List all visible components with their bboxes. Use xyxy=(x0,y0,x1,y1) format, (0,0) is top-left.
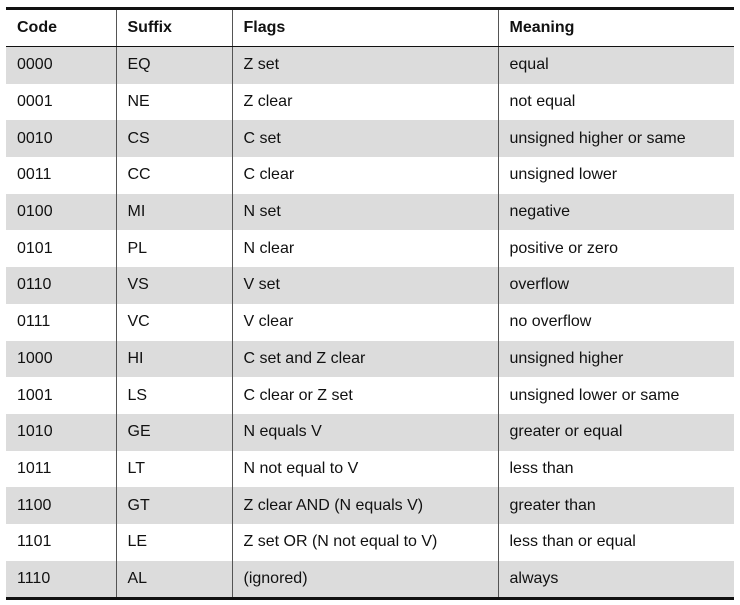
cell-suffix: LT xyxy=(116,451,232,488)
cell-meaning: less than xyxy=(498,451,734,488)
condition-code-table xyxy=(6,7,734,600)
table-row xyxy=(6,304,734,341)
cell-suffix: CC xyxy=(116,157,232,194)
cell-suffix: MI xyxy=(116,194,232,231)
cell-flags: C set xyxy=(232,120,498,157)
cell-code: 0011 xyxy=(6,157,116,194)
condition-code-table-container xyxy=(6,7,734,600)
cell-meaning: less than or equal xyxy=(498,524,734,561)
cell-flags: Z clear xyxy=(232,84,498,121)
cell-code: 0000 xyxy=(6,47,116,84)
header-flags: Flags xyxy=(232,9,498,47)
cell-code: 1000 xyxy=(6,341,116,378)
cell-suffix: LS xyxy=(116,377,232,414)
table-row xyxy=(6,230,734,267)
cell-meaning: not equal xyxy=(498,84,734,121)
cell-suffix: EQ xyxy=(116,47,232,84)
cell-meaning: positive or zero xyxy=(498,230,734,267)
cell-flags: (ignored) xyxy=(232,561,498,599)
cell-suffix: HI xyxy=(116,341,232,378)
table-row xyxy=(6,120,734,157)
cell-flags: V set xyxy=(232,267,498,304)
table-body xyxy=(6,47,734,599)
cell-suffix: PL xyxy=(116,230,232,267)
cell-code: 0101 xyxy=(6,230,116,267)
cell-code: 1011 xyxy=(6,451,116,488)
table-row xyxy=(6,267,734,304)
table-row xyxy=(6,157,734,194)
table-row xyxy=(6,451,734,488)
cell-meaning: negative xyxy=(498,194,734,231)
table-row xyxy=(6,561,734,599)
cell-meaning: overflow xyxy=(498,267,734,304)
table-row xyxy=(6,524,734,561)
cell-suffix: NE xyxy=(116,84,232,121)
cell-suffix: LE xyxy=(116,524,232,561)
cell-meaning: no overflow xyxy=(498,304,734,341)
cell-suffix: VC xyxy=(116,304,232,341)
table-row xyxy=(6,414,734,451)
cell-meaning: unsigned lower or same xyxy=(498,377,734,414)
table-row xyxy=(6,84,734,121)
cell-meaning: unsigned higher or same xyxy=(498,120,734,157)
cell-flags: C set and Z clear xyxy=(232,341,498,378)
cell-code: 0111 xyxy=(6,304,116,341)
cell-flags: N not equal to V xyxy=(232,451,498,488)
table-row xyxy=(6,47,734,84)
cell-meaning: greater or equal xyxy=(498,414,734,451)
cell-code: 1110 xyxy=(6,561,116,599)
cell-code: 1101 xyxy=(6,524,116,561)
cell-suffix: CS xyxy=(116,120,232,157)
cell-meaning: always xyxy=(498,561,734,599)
table-row xyxy=(6,341,734,378)
cell-flags: Z set OR (N not equal to V) xyxy=(232,524,498,561)
cell-flags: Z set xyxy=(232,47,498,84)
cell-flags: C clear xyxy=(232,157,498,194)
cell-suffix: VS xyxy=(116,267,232,304)
cell-meaning: equal xyxy=(498,47,734,84)
cell-flags: N equals V xyxy=(232,414,498,451)
cell-code: 0010 xyxy=(6,120,116,157)
cell-flags: N set xyxy=(232,194,498,231)
header-meaning: Meaning xyxy=(498,9,734,47)
cell-suffix: GE xyxy=(116,414,232,451)
cell-code: 0110 xyxy=(6,267,116,304)
cell-suffix: AL xyxy=(116,561,232,599)
table-row xyxy=(6,377,734,414)
table-row xyxy=(6,487,734,524)
cell-flags: N clear xyxy=(232,230,498,267)
cell-code: 1010 xyxy=(6,414,116,451)
cell-flags: Z clear AND (N equals V) xyxy=(232,487,498,524)
cell-meaning: greater than xyxy=(498,487,734,524)
cell-meaning: unsigned lower xyxy=(498,157,734,194)
cell-code: 0001 xyxy=(6,84,116,121)
cell-suffix: GT xyxy=(116,487,232,524)
table-row xyxy=(6,194,734,231)
table-header-row xyxy=(6,9,734,47)
cell-flags: V clear xyxy=(232,304,498,341)
cell-code: 1100 xyxy=(6,487,116,524)
cell-code: 1001 xyxy=(6,377,116,414)
cell-flags: C clear or Z set xyxy=(232,377,498,414)
header-suffix: Suffix xyxy=(116,9,232,47)
header-code: Code xyxy=(6,9,116,47)
cell-code: 0100 xyxy=(6,194,116,231)
cell-meaning: unsigned higher xyxy=(498,341,734,378)
